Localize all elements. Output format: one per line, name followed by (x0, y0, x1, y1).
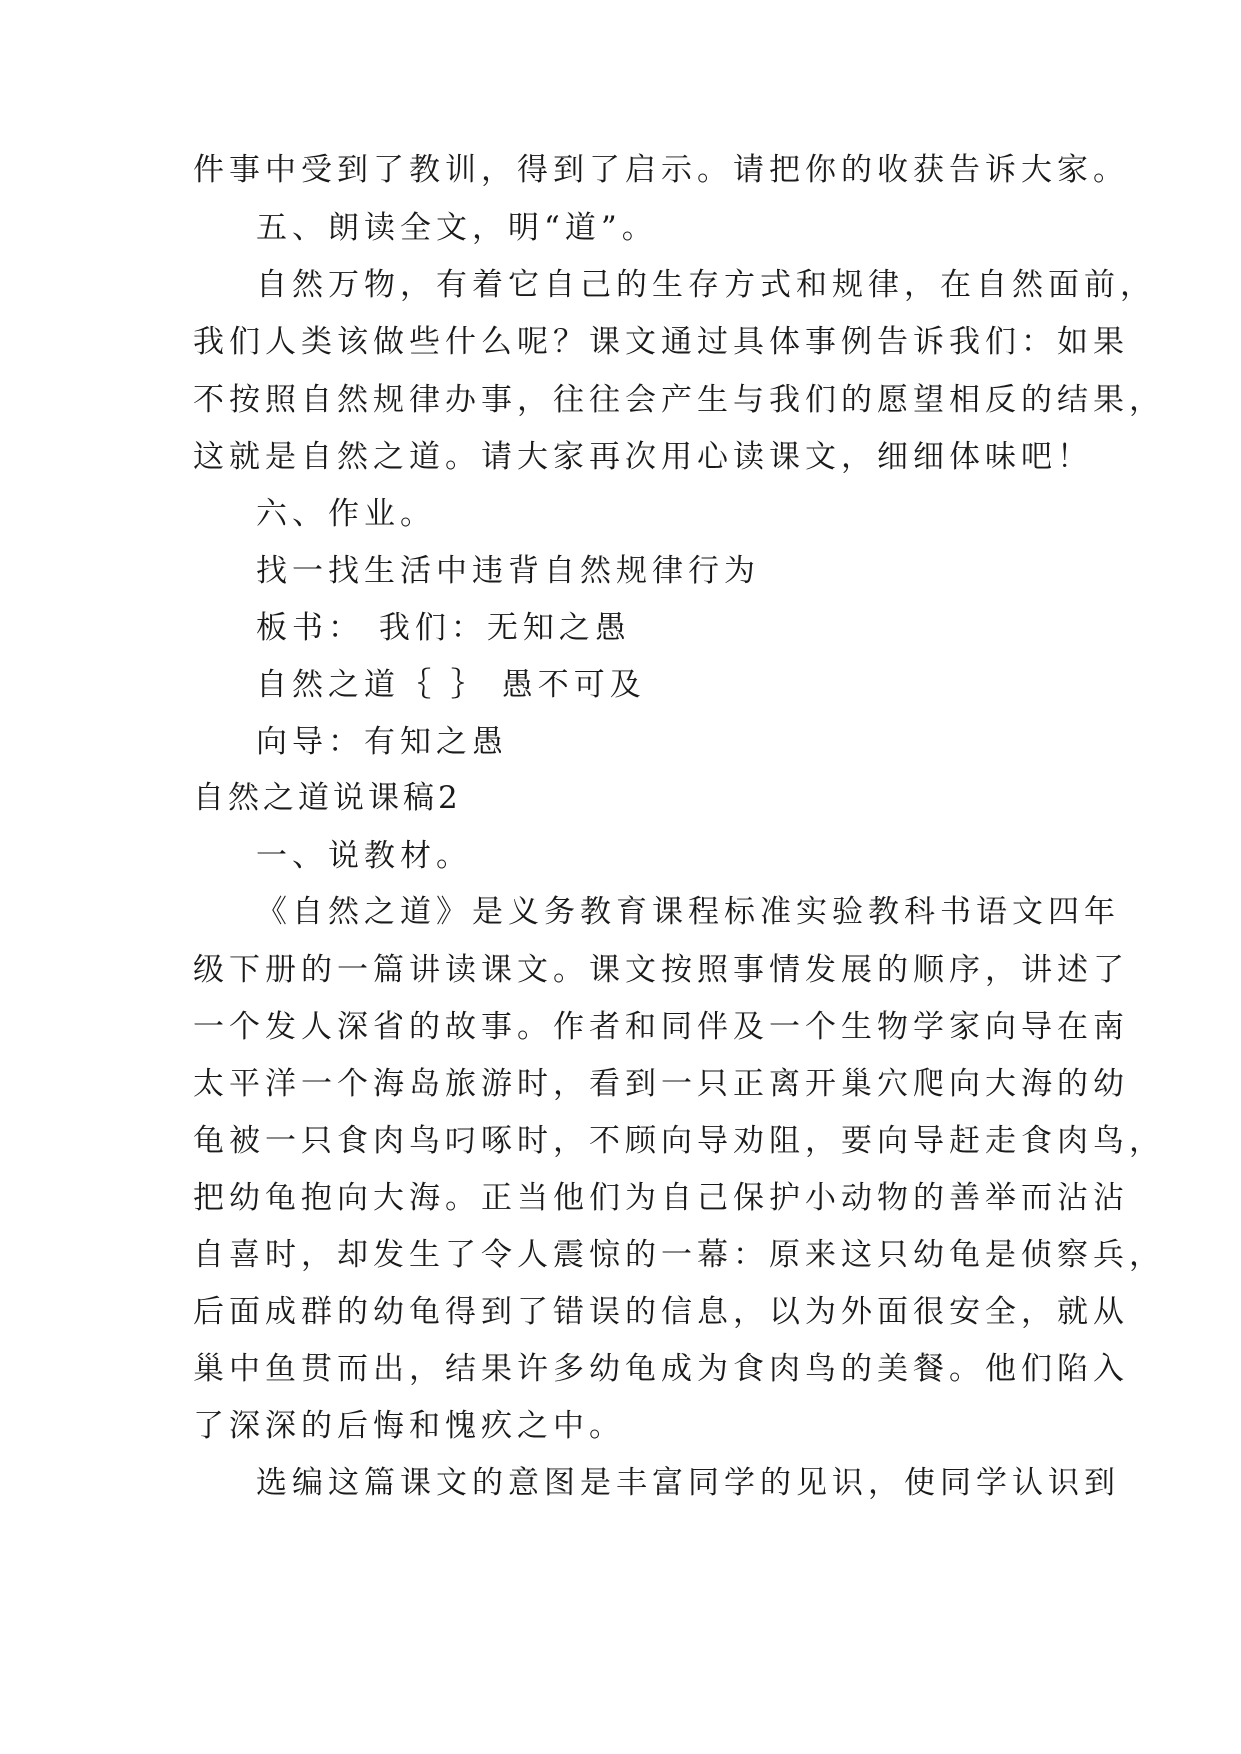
text-line-14: 《自然之道》是义务教育课程标准实验教科书语文四年 (256, 894, 1120, 930)
text-line-18: 龟被一只食肉鸟叼啄时，不顾向导劝阻，要向导赶走食肉鸟， (193, 1123, 1165, 1159)
text-line-16: 一个发人深省的故事。作者和同伴及一个生物学家向导在南 (193, 1009, 1129, 1045)
document-title: 自然之道说课稿2 (193, 780, 462, 816)
text-line-15: 级下册的一篇讲读课文。课文按照事情发展的顺序，讲述了 (193, 952, 1129, 988)
section-heading-6: 六、作业。 (256, 496, 436, 532)
text-line-23: 了深深的后悔和愧疚之中。 (193, 1408, 625, 1444)
text-line-4: 我们人类该做些什么呢？课文通过具体事例告诉我们：如果 (193, 324, 1129, 360)
blackboard-line-2: 自然之道｛ ｝ 愚不可及 (256, 667, 646, 703)
text-line-20: 自喜时，却发生了令人震惊的一幕：原来这只幼龟是侦察兵， (193, 1237, 1165, 1273)
text-line-6: 这就是自然之道。请大家再次用心读课文，细细体味吧！ (193, 439, 1093, 475)
section-heading-5: 五、朗读全文，明“道”。 (256, 210, 658, 246)
text-line-22: 巢中鱼贯而出，结果许多幼龟成为食肉鸟的美餐。他们陷入 (193, 1351, 1129, 1387)
section-heading-1: 一、说教材。 (256, 838, 472, 874)
text-line-19: 把幼龟抱向大海。正当他们为自己保护小动物的善举而沾沾 (193, 1180, 1129, 1216)
homework-text: 找一找生活中违背自然规律行为 (256, 553, 760, 589)
text-line-21: 后面成群的幼龟得到了错误的信息，以为外面很安全，就从 (193, 1294, 1129, 1330)
text-line-17: 太平洋一个海岛旅游时，看到一只正离开巢穴爬向大海的幼 (193, 1066, 1129, 1102)
text-line-3: 自然万物，有着它自己的生存方式和规律，在自然面前， (256, 267, 1156, 303)
blackboard-line-3: 向导：有知之愚 (256, 724, 508, 760)
text-line-24: 选编这篇课文的意图是丰富同学的见识，使同学认识到 (256, 1465, 1120, 1501)
text-line-5: 不按照自然规律办事，往往会产生与我们的愿望相反的结果， (193, 382, 1165, 418)
text-line-1: 件事中受到了教训，得到了启示。请把你的收获告诉大家。 (193, 152, 1129, 188)
blackboard-line-1: 板书： 我们：无知之愚 (256, 610, 631, 646)
